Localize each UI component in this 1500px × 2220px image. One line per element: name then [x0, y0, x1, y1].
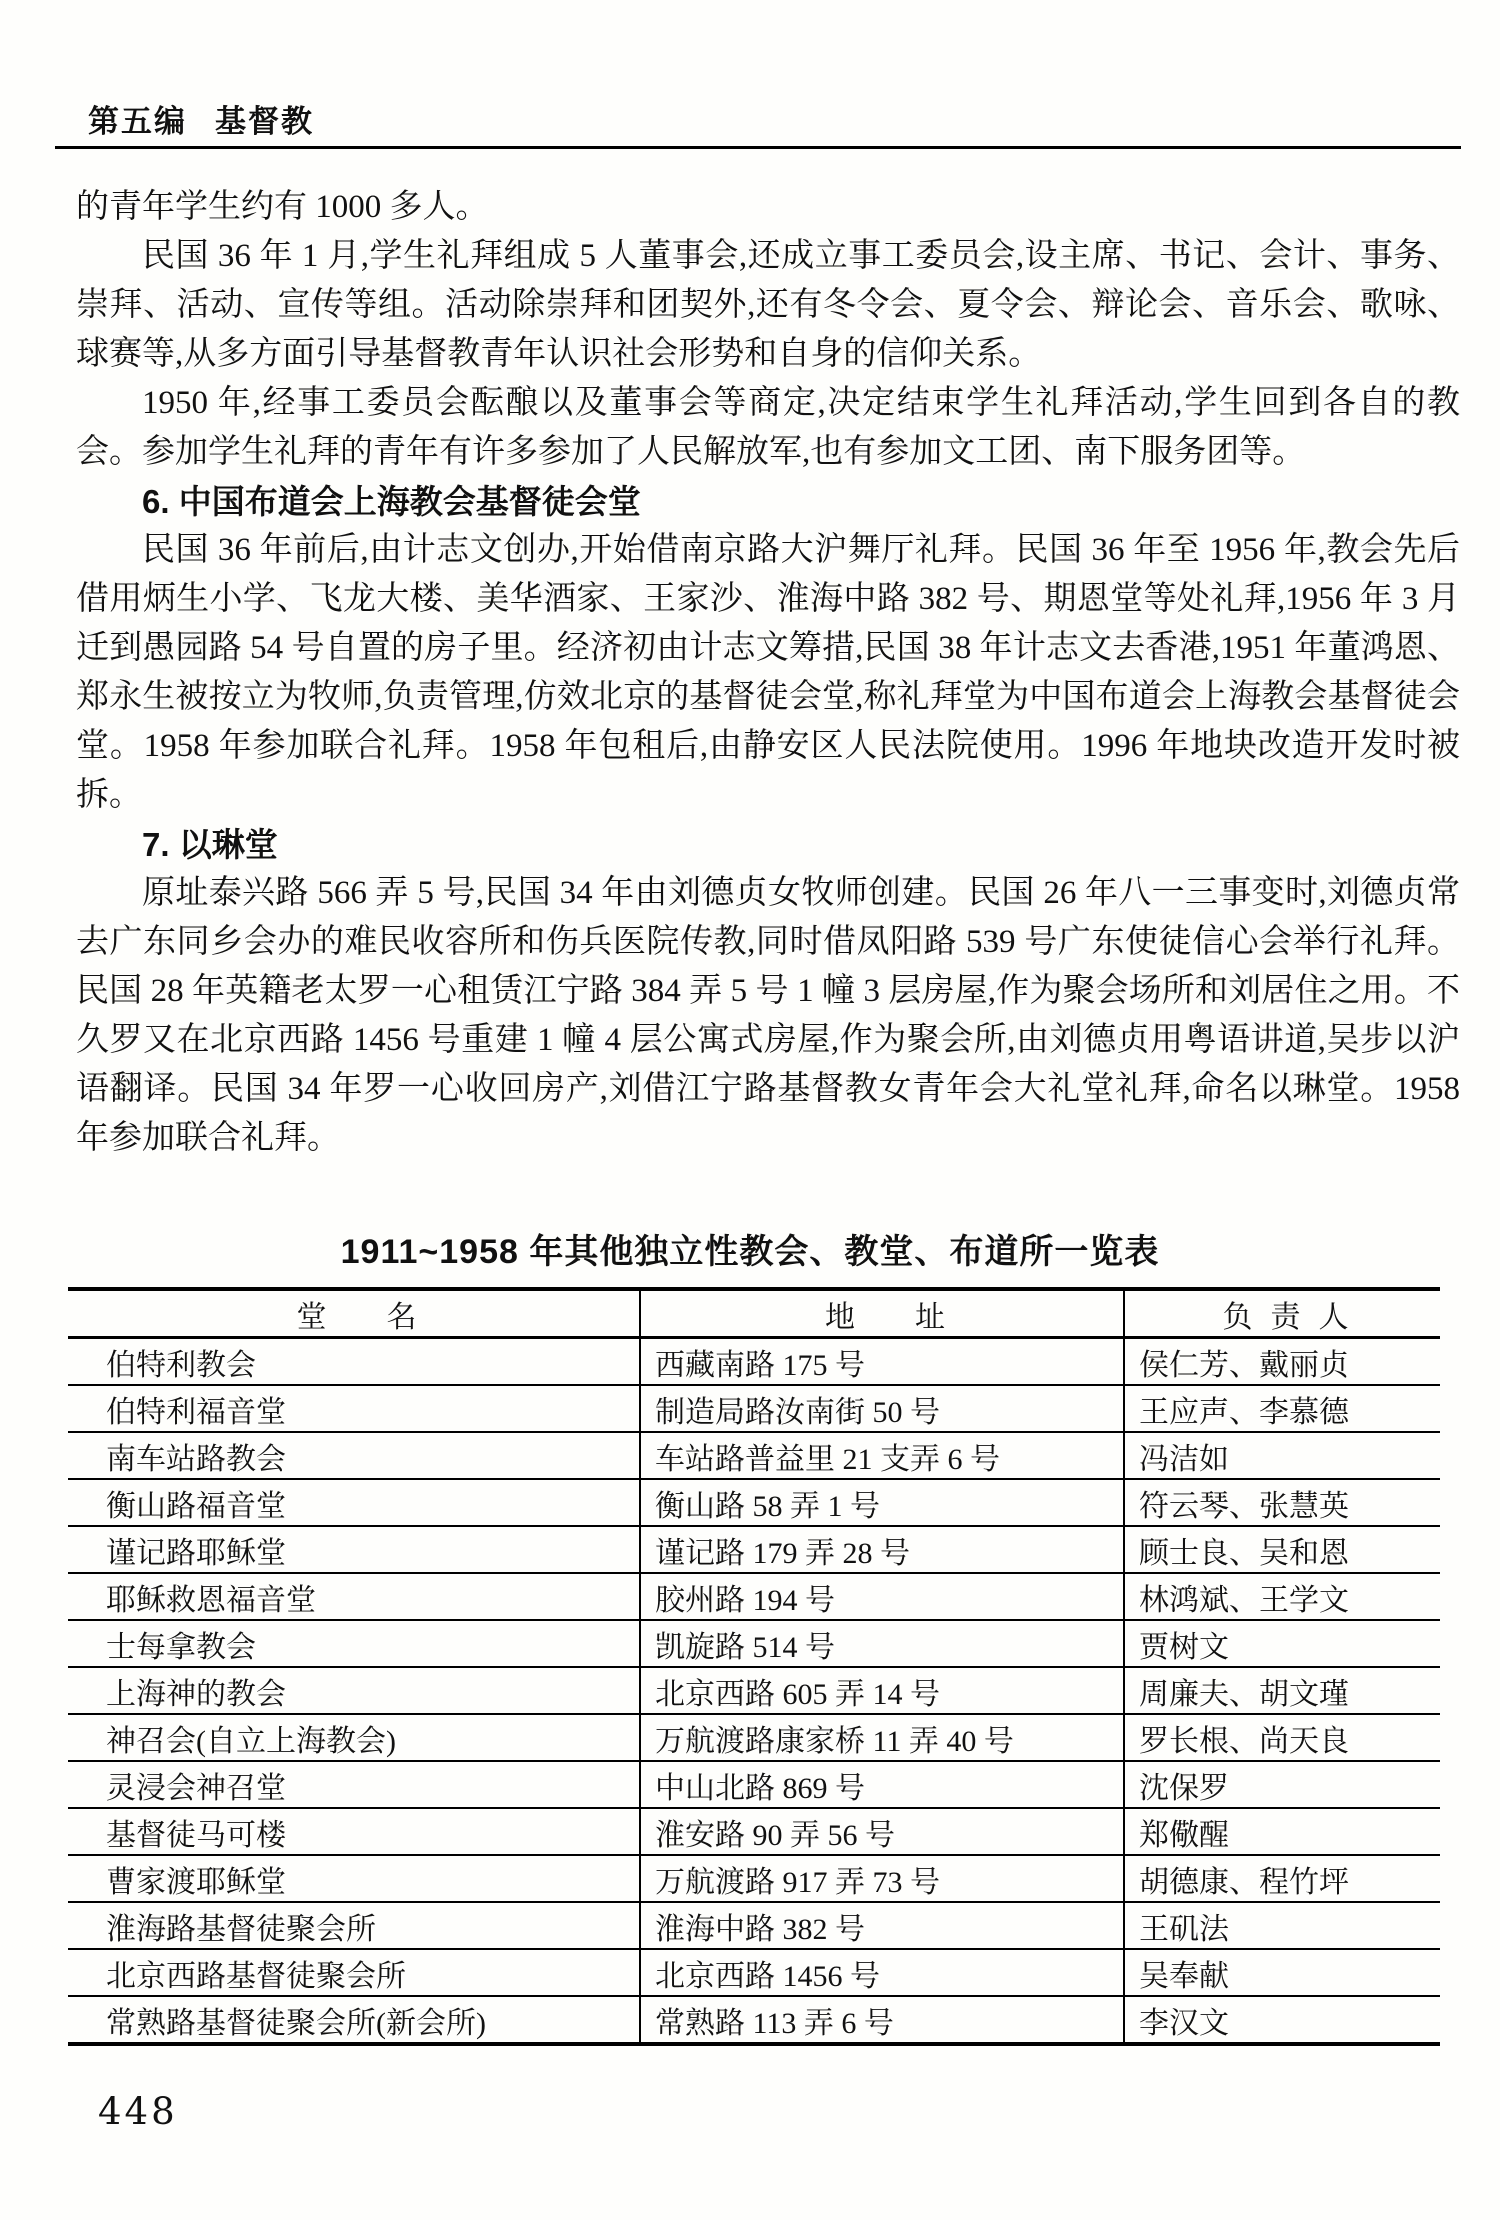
paragraph: 的青年学生约有 1000 多人。 [76, 189, 489, 225]
cell-person: 王应声、李慕德 [1124, 1385, 1440, 1432]
cell-name: 谨记路耶稣堂 [68, 1526, 640, 1573]
cell-name: 耶稣救恩福音堂 [68, 1573, 640, 1620]
column-header-address: 地址 [640, 1289, 1124, 1338]
cell-name: 南车站路教会 [68, 1432, 640, 1479]
paragraph: 1950 年,经事工委员会酝酿以及董事会等商定,决定结束学生礼拜活动,学生回到各自的教会。参加学生礼拜的青年有许多参加了人民解放军,也有参加文工团、南下服务团等。 [76, 385, 1460, 470]
cell-person: 罗长根、尚天良 [1124, 1714, 1440, 1761]
cell-address: 万航渡路 917 弄 73 号 [640, 1855, 1124, 1902]
cell-name: 上海神的教会 [68, 1667, 640, 1714]
running-head-title: 基督教 [215, 104, 314, 139]
cell-address: 北京西路 1456 号 [640, 1949, 1124, 1996]
paragraph: 民国 36 年 1 月,学生礼拜组成 5 人董事会,还成立事工委员会,设主席、书记、会计、事务、崇拜、活动、宣传等组。活动除崇拜和团契外,还有冬令会、夏令会、辩论会、音乐会、歌咏、球赛等,从多方面引导基督教青年认识社会形势和自身的信仰关系。 [76, 238, 1460, 372]
table-row [68, 1714, 1440, 1761]
cell-address: 衡山路 58 弄 1 号 [640, 1479, 1124, 1526]
cell-person: 冯洁如 [1124, 1432, 1440, 1479]
cell-address: 胶州路 194 号 [640, 1573, 1124, 1620]
column-header-name: 堂名 [68, 1289, 640, 1338]
cell-address: 谨记路 179 弄 28 号 [640, 1526, 1124, 1573]
running-head [88, 96, 314, 141]
section-heading: 6. 中国布道会上海教会基督徒会堂 [142, 483, 641, 520]
running-head-section: 第五编 [88, 104, 187, 139]
cell-name: 衡山路福音堂 [68, 1479, 640, 1526]
cell-name: 基督徒马可楼 [68, 1808, 640, 1855]
cell-name: 伯特利福音堂 [68, 1385, 640, 1432]
table-row [68, 1526, 1440, 1573]
paragraph: 民国 36 年前后,由计志文创办,开始借南京路大沪舞厅礼拜。民国 36 年至 1956 年,教会先后借用炳生小学、飞龙大楼、美华酒家、王家沙、淮海中路 382 号、期恩堂等处礼拜,1956 年 3 月迁到愚园路 54 号自置的房子里。经济初由计志文筹措,民国 38 年计志文去香港,1951 年董鸿恩、郑永生被按立为牧师,负责管理,仿效北京的基督徒会堂,称礼拜堂为中国布道会上海教会基督徒会堂。1958 年参加联合礼拜。1958 年包租后,由静安区人民法院使用。1996 年地块改造开发时被拆。 [76, 532, 1461, 813]
cell-name: 神召会(自立上海教会) [68, 1714, 640, 1761]
cell-person: 贾树文 [1124, 1620, 1440, 1667]
cell-person: 周廉夫、胡文瑾 [1124, 1667, 1440, 1714]
independent-churches-table [68, 1287, 1440, 2046]
table-row [68, 1667, 1440, 1714]
cell-address: 北京西路 605 弄 14 号 [640, 1667, 1124, 1714]
cell-name: 常熟路基督徒聚会所(新会所) [106, 2006, 486, 2040]
table-row [68, 1855, 1440, 1902]
table-row [68, 1808, 1440, 1855]
cell-name: 北京西路基督徒聚会所 [68, 1949, 640, 1996]
cell-address: 万航渡路康家桥 11 弄 40 号 [640, 1714, 1124, 1761]
paragraph: 原址泰兴路 566 弄 5 号,民国 34 年由刘德贞女牧师创建。民国 26 年八一三事变时,刘德贞常去广东同乡会办的难民收容所和伤兵医院传教,同时借凤阳路 539 号广东使徒信心会举行礼拜。民国 28 年英籍老太罗一心租赁江宁路 384 弄 5 号 1 幢 3 层房屋,作为聚会场所和刘居住之用。不久罗又在北京西路 1456 号重建 1 幢 4 层公寓式房屋,作为聚会所,由刘德贞用粤语讲道,吴步以沪语翻译。民国 34 年罗一心收回房产,刘借江宁路基督教女青年会大礼堂礼拜,命名以琳堂。1958 年参加联合礼拜。 [76, 875, 1460, 1156]
table-title: 1911~1958 年其他独立性教会、教堂、布道所一览表 [340, 1233, 1160, 1271]
table-row [68, 1761, 1440, 1808]
cell-person: 侯仁芳、戴丽贞 [1124, 1338, 1440, 1386]
cell-person: 胡德康、程竹坪 [1124, 1855, 1440, 1902]
table-row [68, 1432, 1440, 1479]
cell-person: 符云琴、张慧英 [1124, 1479, 1440, 1526]
cell-address: 淮安路 90 弄 56 号 [640, 1808, 1124, 1855]
table-row [68, 1385, 1440, 1432]
column-header-person: 负责人 [1124, 1289, 1440, 1338]
cell-address: 车站路普益里 21 支弄 6 号 [640, 1432, 1124, 1479]
cell-name: 伯特利教会 [68, 1338, 640, 1386]
cell-person: 李汉文 [1124, 1996, 1440, 2044]
cell-person: 郑儆醒 [1124, 1808, 1440, 1855]
cell-name: 灵浸会神召堂 [68, 1761, 640, 1808]
cell-address: 中山北路 869 号 [640, 1761, 1124, 1808]
cell-address: 制造局路汝南街 50 号 [640, 1385, 1124, 1432]
cell-person: 沈保罗 [1124, 1761, 1440, 1808]
section-heading: 7. 以琳堂 [142, 826, 278, 863]
table-row [68, 1573, 1440, 1620]
cell-address: 常熟路 113 弄 6 号 [640, 1996, 1124, 2044]
table-row [68, 1338, 1440, 1386]
cell-name: 士每拿教会 [68, 1620, 640, 1667]
cell-name: 曹家渡耶稣堂 [68, 1855, 640, 1902]
body-text [76, 183, 1460, 1163]
table-row [68, 1620, 1440, 1667]
cell-person: 顾士良、吴和恩 [1124, 1526, 1440, 1573]
header-rule [55, 146, 1461, 149]
cell-address: 凯旋路 514 号 [640, 1620, 1124, 1667]
cell-person: 林鸿斌、王学文 [1124, 1573, 1440, 1620]
table-row [68, 1479, 1440, 1526]
cell-address: 淮海中路 382 号 [640, 1902, 1124, 1949]
cell-name: 淮海路基督徒聚会所 [68, 1902, 640, 1949]
cell-address: 西藏南路 175 号 [640, 1338, 1124, 1386]
cell-person: 王矶法 [1124, 1902, 1440, 1949]
table-row [68, 1996, 1440, 2044]
cell-person: 吴奉献 [1124, 1949, 1440, 1996]
table-row [68, 1949, 1440, 1996]
table-row [68, 1902, 1440, 1949]
table-header-row [68, 1289, 1440, 1338]
page-number: 448 [98, 2090, 178, 2133]
